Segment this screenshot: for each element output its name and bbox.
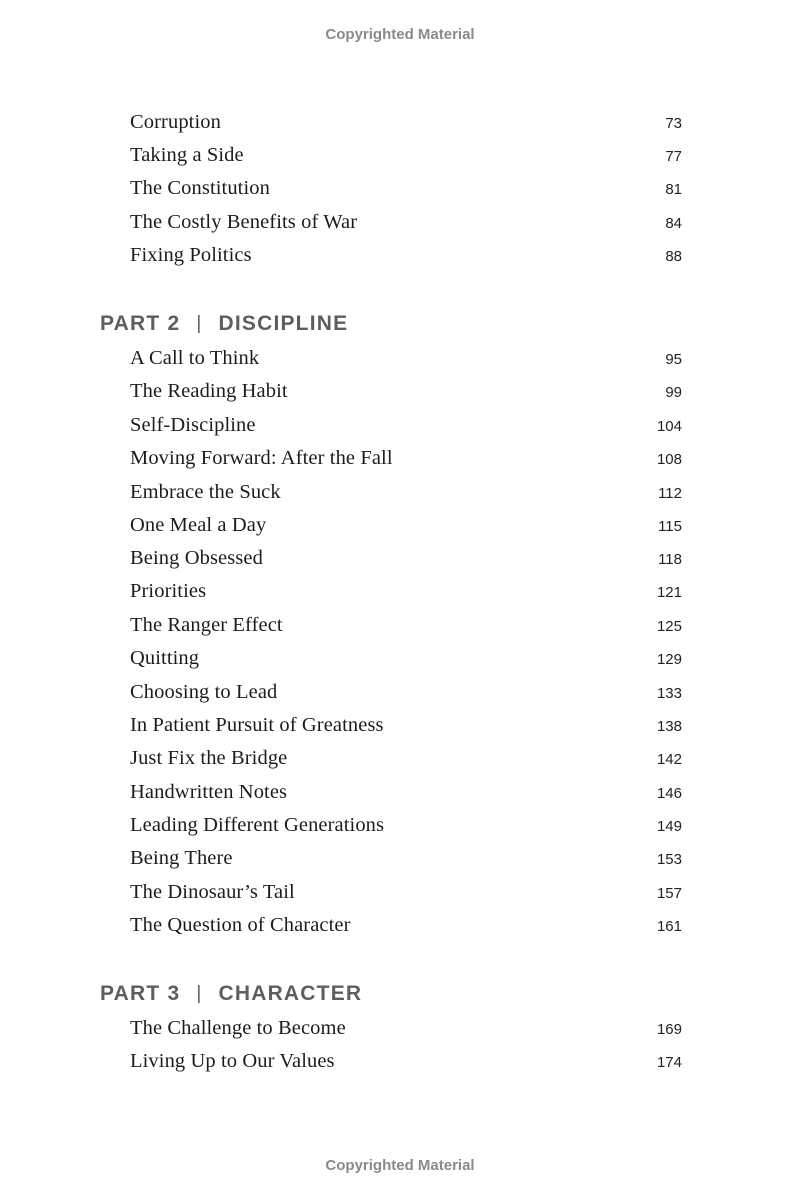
toc-entry-page: 149 [656, 818, 682, 835]
toc-entry-page: 118 [658, 551, 682, 568]
toc-entry[interactable] [130, 647, 682, 671]
toc-entry[interactable] [130, 614, 682, 638]
toc-entry-page: 153 [656, 851, 682, 868]
toc-entry-title: Taking a Side [130, 144, 244, 166]
toc-entry-page: 77 [665, 148, 682, 165]
toc-entry[interactable] [130, 414, 682, 438]
toc-entry-page: 146 [656, 785, 682, 802]
toc-entry[interactable] [130, 714, 682, 738]
toc-entry-page: 88 [665, 248, 682, 265]
part-2-name: DISCIPLINE [218, 312, 349, 335]
toc-entry-page: 138 [656, 718, 682, 735]
toc-entry-page: 121 [656, 584, 682, 601]
part-3-heading [100, 980, 362, 1008]
toc-entry-page: 108 [656, 451, 682, 468]
toc-entry-title: Self-Discipline [130, 414, 256, 436]
toc-entry[interactable] [130, 580, 682, 604]
toc-entry-page: 95 [665, 351, 682, 368]
toc-entry[interactable] [130, 447, 682, 471]
toc-entry-page: 169 [656, 1021, 682, 1038]
toc-entry-title: Choosing to Lead [130, 681, 278, 703]
toc-entry[interactable] [130, 914, 682, 938]
toc-entry[interactable] [130, 514, 682, 538]
toc-entry[interactable] [130, 111, 682, 135]
toc-entry[interactable] [130, 1050, 682, 1074]
toc-entry[interactable] [130, 881, 682, 905]
toc-entry-title: In Patient Pursuit of Greatness [130, 714, 384, 736]
toc-entry-title: Quitting [130, 647, 200, 669]
toc-entry-title: Fixing Politics [130, 244, 252, 266]
toc-entry-title: Embrace the Suck [130, 481, 281, 503]
toc-entry-title: Being There [130, 847, 233, 869]
toc-entry-title: One Meal a Day [130, 514, 267, 536]
toc-entry-title: Living Up to Our Values [130, 1050, 335, 1072]
toc-entry[interactable] [130, 847, 682, 871]
toc-entry-title: Being Obsessed [130, 547, 263, 569]
toc-entry[interactable] [130, 244, 682, 268]
part-3-name: CHARACTER [218, 982, 363, 1005]
toc-entry-title: Corruption [130, 111, 221, 133]
toc-entry[interactable] [130, 547, 682, 571]
toc-entry-page: 73 [665, 115, 682, 132]
toc-entry-page: 174 [656, 1054, 682, 1071]
part-2-heading [100, 310, 348, 338]
toc-entry-title: A Call to Think [130, 347, 260, 369]
toc-entry-title: Priorities [130, 580, 207, 602]
toc-entry-title: The Dinosaur’s Tail [130, 881, 295, 903]
toc-entry[interactable] [130, 1017, 682, 1041]
toc-entry[interactable] [130, 814, 682, 838]
toc-entry-title: Just Fix the Bridge [130, 747, 288, 769]
toc-entry-title: The Reading Habit [130, 380, 288, 402]
watermark-top: Copyrighted Material [325, 26, 475, 43]
toc-entry[interactable] [130, 681, 682, 705]
toc-entry-page: 161 [656, 918, 682, 935]
toc-entry-title: The Challenge to Become [130, 1017, 346, 1039]
toc-entry[interactable] [130, 481, 682, 505]
toc-entry-page: 115 [658, 518, 682, 535]
toc-entry-page: 133 [656, 685, 682, 702]
toc-entry-page: 125 [656, 618, 682, 635]
toc-entry-title: Leading Different Generations [130, 814, 385, 836]
part-2-label: PART 2 [100, 312, 181, 335]
toc-entry-title: The Ranger Effect [130, 614, 283, 636]
toc-entry-page: 104 [656, 418, 682, 435]
watermark-bottom: Copyrighted Material [325, 1157, 475, 1174]
toc-entry[interactable] [130, 347, 682, 371]
part-3-separator: | [196, 983, 203, 1004]
part-2-separator: | [196, 313, 203, 334]
toc-entry-page: 81 [665, 181, 682, 198]
toc-entry-title: Moving Forward: After the Fall [130, 447, 393, 469]
toc-entry-page: 84 [665, 215, 682, 232]
toc-entry[interactable] [130, 747, 682, 771]
toc-entry[interactable] [130, 781, 682, 805]
toc-entry[interactable] [130, 211, 682, 235]
toc-entry-title: The Question of Character [130, 914, 351, 936]
toc-entry-title: The Costly Benefits of War [130, 211, 358, 233]
part-3-label: PART 3 [100, 982, 181, 1005]
toc-entry-page: 157 [656, 885, 682, 902]
toc-entry[interactable] [130, 177, 682, 201]
toc-entry-title: Handwritten Notes [130, 781, 288, 803]
toc-entry[interactable] [130, 144, 682, 168]
toc-entry-page: 129 [656, 651, 682, 668]
toc-entry-page: 142 [656, 751, 682, 768]
toc-entry-title: The Constitution [130, 177, 270, 199]
toc-entry[interactable] [130, 380, 682, 404]
toc-entry-page: 112 [658, 485, 682, 502]
toc-entry-page: 99 [665, 384, 682, 401]
